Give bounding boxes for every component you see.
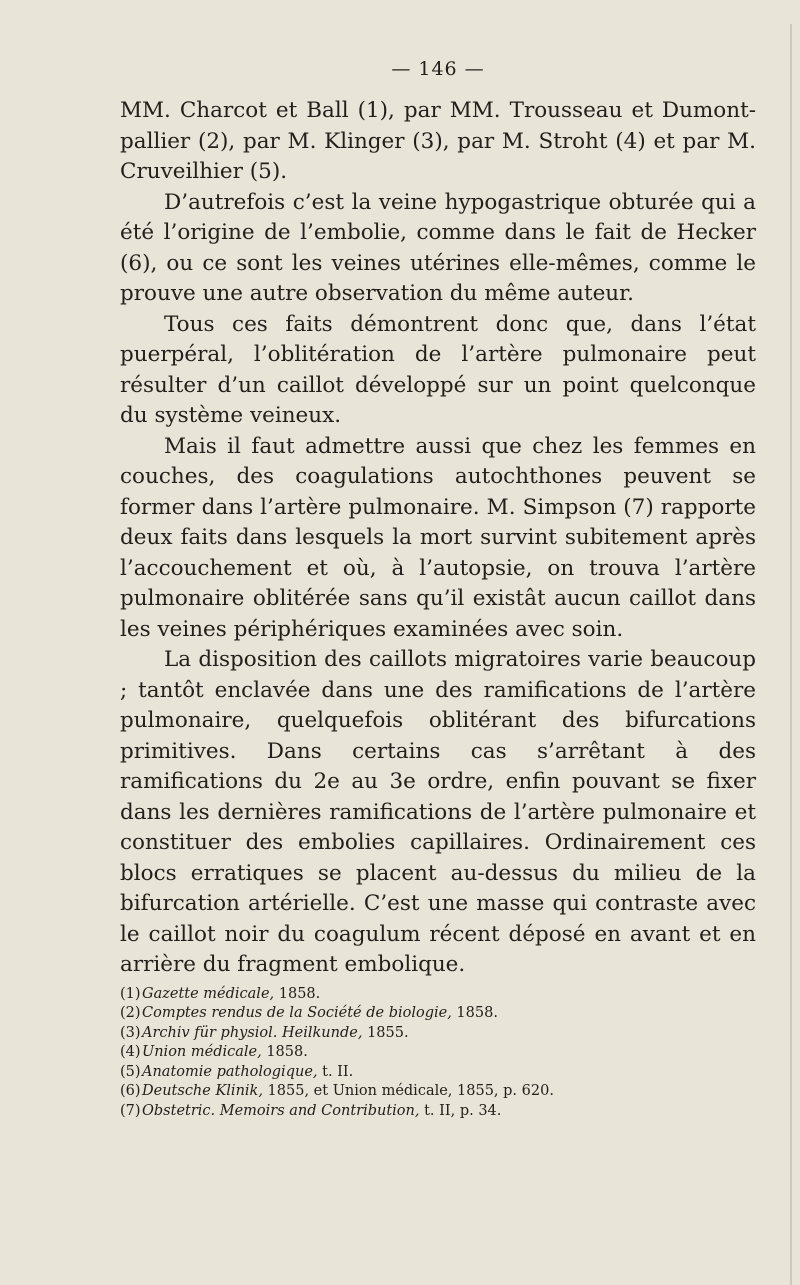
footnote-title: Union médicale, (142, 1044, 262, 1060)
footnote-number: (1) (120, 985, 141, 1002)
footnote-4 (120, 1043, 756, 1063)
footnote-3 (120, 1024, 756, 1044)
paragraph-1: MM. Charcot et Ball (1), par MM. Trousseau et Dumont-pallier (2), par M. Klinger (3), par M. Stroht (4) et par M. Cruveilhier (5). (120, 98, 756, 184)
footnote-1 (120, 985, 756, 1005)
footnote-text: 1858. (274, 985, 321, 1002)
footnote-6 (120, 1082, 756, 1102)
paragraph-2: D’autrefois c’est la veine hypogastrique obturée qui a été l’origine de l’embolie, comme dans le fait de Hecker (6), ou ce sont les veines utérines elle-mêmes, comme le prouve une autre observation du même auteur. (120, 189, 756, 306)
footnote-title: Comptes rendus de la Société de biologie, (142, 1005, 452, 1021)
footnote-number: (4) (120, 1044, 141, 1060)
footnote-2 (120, 1004, 756, 1024)
paragraph-5: La disposition des caillots migratoires varie beaucoup ; tantôt enclavée dans une des ramifications de l’artère pulmonaire, quelquefois oblitérant des bifurcations primitives. Dans certains cas s’arrêtant à des ramifications du 2e au 3e ordre, enfin pouvant se fixer dans les dernières ramifications de l’artère pulmonaire et constituer des embolies capillaires. Ordinairement ces blocs erratiques se placent au-dessus du milieu de la bifurcation artérielle. C’est une masse qui contraste avec le caillot noir du coagulum récent déposé en avant et en arrière du fragment embolique. (120, 647, 756, 977)
page-edge-line (790, 24, 792, 1285)
footnote-text: t. II. (317, 1063, 354, 1080)
paragraph-4: Mais il faut admettre aussi que chez les femmes en couches, des coagulations autochthones peuvent se former dans l’artère pulmonaire. M. Simpson (7) rapporte deux faits dans lesquels la mort survint subitement après l’accouchement et où, à l’autopsie, on trouva l’artère pulmonaire oblitérée sans qu’il existât aucun caillot dans les veines périphériques examinées avec soin. (120, 433, 756, 642)
footnote-number: (6) (120, 1083, 141, 1099)
footnote-title: Obstetric. Memoirs and Contribution, (142, 1102, 420, 1119)
paragraph-3: Tous ces faits démontrent donc que, dans l’état puerpéral, l’oblitération de l’artère pulmonaire peut résulter d’un caillot développé sur un point quelconque du système veineux. (120, 311, 756, 428)
footnote-text: t. II, p. 34. (419, 1102, 502, 1119)
footnote-title: Anatomie pathologique, (142, 1063, 318, 1080)
footnote-5 (120, 1063, 756, 1083)
footnote-7 (120, 1102, 756, 1122)
footnote-text: 1858. (261, 1044, 308, 1060)
footnote-title: Archiv für physiol. Heilkunde, (142, 1024, 363, 1041)
page-number: — 146 — (391, 58, 485, 80)
footnote-number: (2) (120, 1005, 141, 1021)
footnote-text: 1855, et Union médicale, 1855, p. 620. (262, 1083, 554, 1099)
footnotes (120, 985, 756, 1122)
footnote-title: Deutsche Klinik, (142, 1083, 263, 1099)
footnote-text: 1855. (362, 1024, 409, 1041)
footnote-text: 1858. (451, 1005, 498, 1021)
footnote-number: (7) (120, 1102, 141, 1119)
footnote-number: (5) (120, 1063, 141, 1080)
footnote-number: (3) (120, 1024, 141, 1041)
footnote-title: Gazette médicale, (142, 985, 275, 1002)
